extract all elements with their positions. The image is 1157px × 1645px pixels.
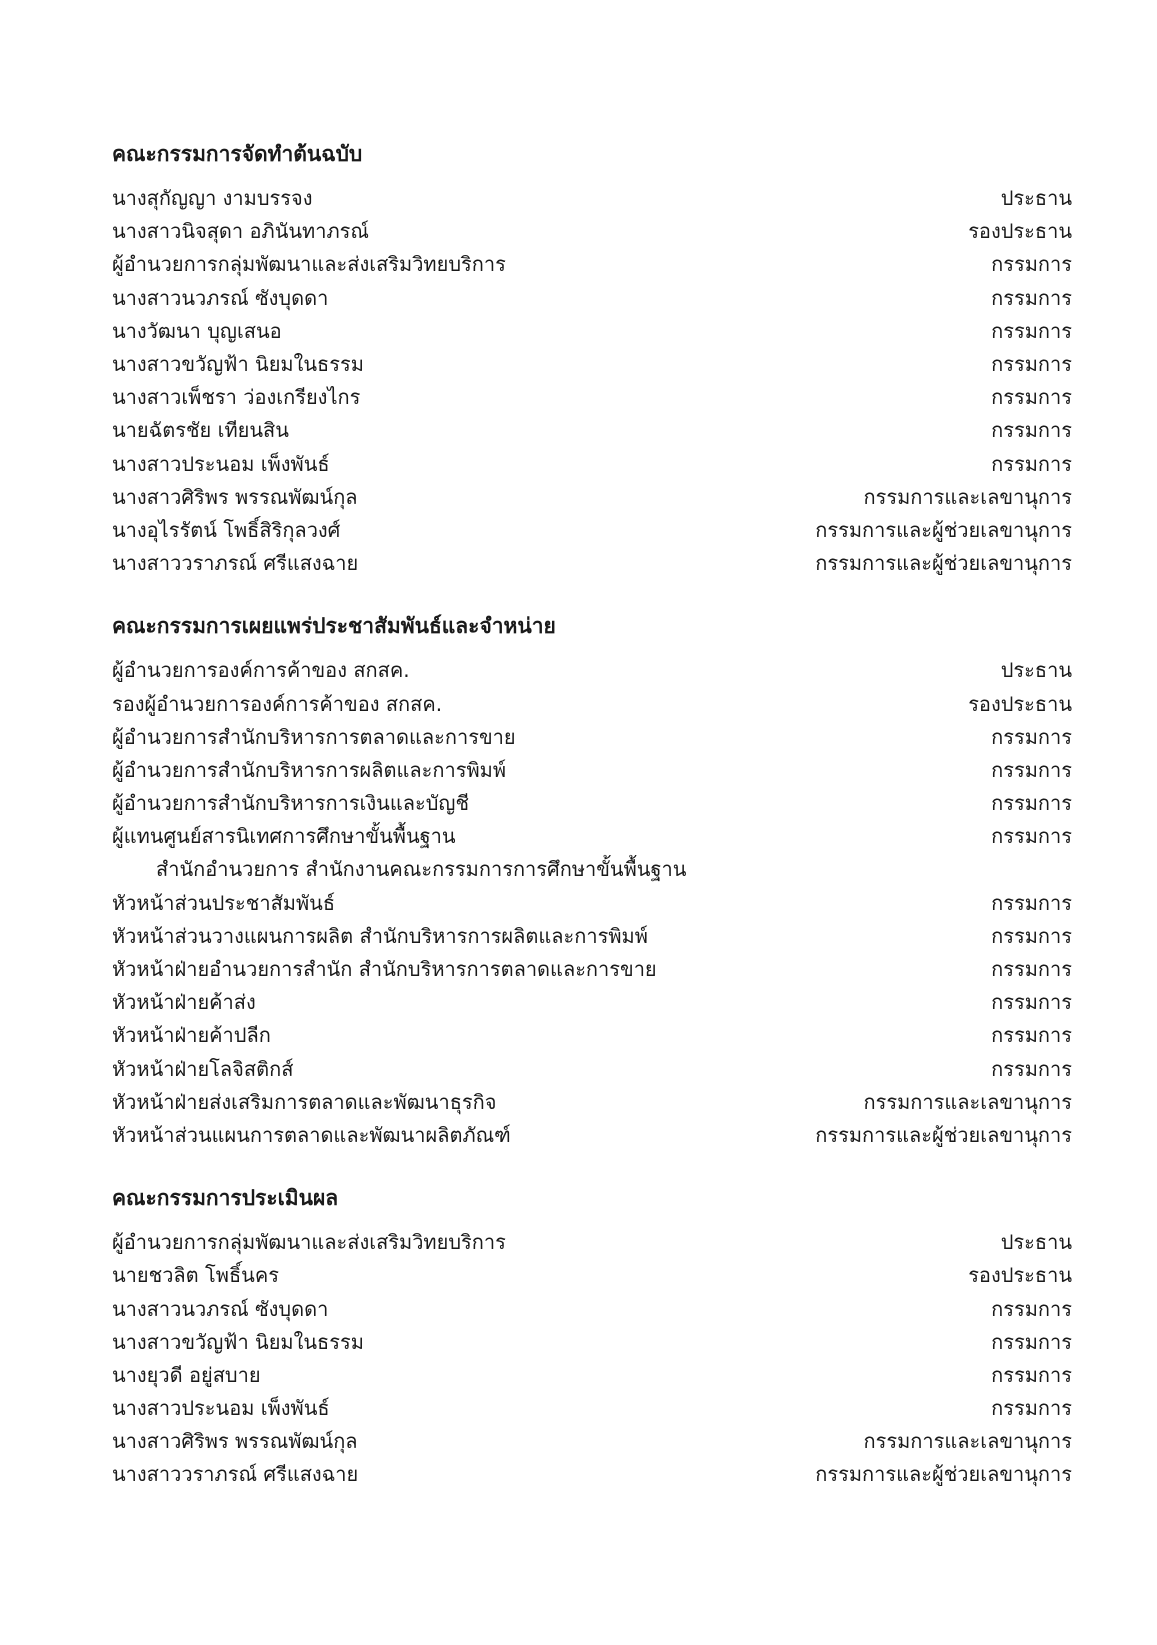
member-name: นางสาววราภรณ์ ศรีแสงฉาย (112, 1462, 359, 1487)
member-name: หัวหน้าฝ่ายส่งเสริมการตลาดและพัฒนาธุรกิจ (112, 1089, 497, 1114)
member-row (112, 754, 1072, 787)
member-role: กรรมการและผู้ช่วยเลขานุการ (815, 517, 1072, 542)
section-title: คณะกรรมการประเมินผล (112, 1186, 339, 1211)
member-row (112, 414, 1072, 447)
member-role: กรรมการ (991, 824, 1072, 849)
member-role: กรรมการ (991, 923, 1072, 948)
member-role: กรรมการ (991, 352, 1072, 377)
member-row (112, 721, 1072, 754)
member-row (112, 920, 1072, 953)
member-role: กรรมการ (991, 285, 1072, 310)
member-role: กรรมการ (991, 724, 1072, 749)
member-row (112, 687, 1072, 720)
member-name: นางสาวนวภรณ์ ซังบุดดา (112, 1296, 329, 1321)
member-role: กรรมการ (991, 318, 1072, 343)
member-role: กรรมการและเลขานุการ (863, 1089, 1072, 1114)
committee-section-publicity (112, 610, 1072, 1152)
member-name: หัวหน้าส่วนประชาสัมพันธ์ (112, 890, 336, 915)
member-role: กรรมการ (991, 1296, 1072, 1321)
member-name: ผู้แทนศูนย์สารนิเทศการศึกษาขั้นพื้นฐาน (112, 824, 456, 849)
member-role: กรรมการและผู้ช่วยเลขานุการ (815, 1462, 1072, 1487)
member-name: นายชวลิต โพธิ์นคร (112, 1263, 279, 1288)
member-row (112, 1119, 1072, 1152)
member-name: นางวัฒนา บุญเสนอ (112, 318, 282, 343)
member-role: รองประธาน (968, 1263, 1072, 1288)
member-row (112, 1359, 1072, 1392)
member-role: กรรมการ (991, 1362, 1072, 1387)
member-role: กรรมการและเลขานุการ (863, 484, 1072, 509)
member-row (112, 1226, 1072, 1259)
member-role: กรรมการ (991, 1329, 1072, 1354)
member-name: หัวหน้าส่วนแผนการตลาดและพัฒนาผลิตภัณฑ์ (112, 1122, 511, 1147)
member-role: กรรมการ (991, 252, 1072, 277)
member-role: ประธาน (1000, 186, 1072, 211)
member-role: กรรมการ (991, 957, 1072, 982)
member-row (112, 1458, 1072, 1491)
member-row (112, 1053, 1072, 1086)
member-role: กรรมการและผู้ช่วยเลขานุการ (815, 551, 1072, 576)
member-row (112, 215, 1072, 248)
member-role: กรรมการและผู้ช่วยเลขานุการ (815, 1122, 1072, 1147)
member-name: นางสาวนวภรณ์ ซังบุดดา (112, 285, 329, 310)
member-row (112, 381, 1072, 414)
member-role: กรรมการ (991, 418, 1072, 443)
member-name: นางสาววราภรณ์ ศรีแสงฉาย (112, 551, 359, 576)
member-row (112, 953, 1072, 986)
section-title: คณะกรรมการเผยแพร่ประชาสัมพันธ์และจำหน่าย (112, 614, 556, 639)
member-role: กรรมการ (991, 757, 1072, 782)
member-role: ประธาน (1000, 1230, 1072, 1255)
member-role: กรรมการ (991, 385, 1072, 410)
member-name: นางสุกัญญา งามบรรจง (112, 186, 313, 211)
member-row (112, 1019, 1072, 1052)
member-role: กรรมการ (991, 1023, 1072, 1048)
member-role: กรรมการ (991, 1056, 1072, 1081)
member-name-continuation: สำนักอำนวยการ สำนักงานคณะกรรมการการศึกษาขั้นพื้นฐาน (156, 857, 687, 882)
member-row (112, 348, 1072, 381)
member-name: หัวหน้าฝ่ายอำนวยการสำนัก สำนักบริหารการตลาดและการขาย (112, 957, 657, 982)
member-role: กรรมการ (991, 890, 1072, 915)
member-name: ผู้อำนวยการกลุ่มพัฒนาและส่งเสริมวิทยบริการ (112, 1230, 506, 1255)
member-row (112, 248, 1072, 281)
member-name: นางสาวเพ็ชรา ว่องเกรียงไกร (112, 385, 361, 410)
member-role: กรรมการ (991, 990, 1072, 1015)
member-row (112, 820, 1072, 853)
member-row (112, 986, 1072, 1019)
member-role: กรรมการ (991, 1396, 1072, 1421)
member-row (112, 182, 1072, 215)
member-name: หัวหน้าฝ่ายค้าปลีก (112, 1023, 271, 1048)
section-title: คณะกรรมการจัดทำต้นฉบับ (112, 142, 363, 166)
member-row (112, 1326, 1072, 1359)
member-name: นางอุไรรัตน์ โพธิ์สิริกุลวงศ์ (112, 517, 341, 542)
member-name: ผู้อำนวยการกลุ่มพัฒนาและส่งเสริมวิทยบริการ (112, 252, 506, 277)
member-role: ประธาน (1000, 658, 1072, 683)
committee-section-evaluation (112, 1182, 1072, 1492)
member-name: นางสาวขวัญฟ้า นิยมในธรรม (112, 1329, 364, 1354)
member-name: หัวหน้าฝ่ายโลจิสติกส์ (112, 1056, 294, 1081)
member-name: ผู้อำนวยการสำนักบริหารการเงินและบัญชี (112, 791, 470, 816)
member-role: รองประธาน (968, 219, 1072, 244)
member-row (112, 547, 1072, 580)
member-name: นางสาวนิจสุดา อภินันทาภรณ์ (112, 219, 369, 244)
member-role: กรรมการและเลขานุการ (863, 1429, 1072, 1454)
member-row (112, 1259, 1072, 1292)
member-name: ผู้อำนวยการองค์การค้าของ สกสค. (112, 658, 410, 683)
member-row (112, 887, 1072, 920)
member-role: รองประธาน (968, 691, 1072, 716)
member-name: นางสาวประนอม เพ็งพันธ์ (112, 451, 330, 476)
member-name: นางสาวศิริพร พรรณพัฒน์กุล (112, 484, 358, 509)
member-row (112, 514, 1072, 547)
member-name: นางสาวศิริพร พรรณพัฒน์กุล (112, 1429, 358, 1454)
member-row (112, 282, 1072, 315)
member-row (112, 481, 1072, 514)
member-row (112, 1292, 1072, 1325)
member-row (112, 1086, 1072, 1119)
member-name: หัวหน้าฝ่ายค้าส่ง (112, 990, 256, 1015)
member-role: กรรมการ (991, 451, 1072, 476)
member-row (112, 315, 1072, 348)
member-name: ผู้อำนวยการสำนักบริหารการตลาดและการขาย (112, 724, 516, 749)
member-row-continuation (112, 853, 1072, 886)
member-role: กรรมการ (991, 791, 1072, 816)
member-name: นางสาวประนอม เพ็งพันธ์ (112, 1396, 330, 1421)
member-row (112, 787, 1072, 820)
committee-section-manuscript (112, 138, 1072, 580)
member-name: หัวหน้าส่วนวางแผนการผลิต สำนักบริหารการผลิตและการพิมพ์ (112, 923, 648, 948)
member-name: ผู้อำนวยการสำนักบริหารการผลิตและการพิมพ์ (112, 757, 507, 782)
member-row (112, 654, 1072, 687)
member-name: นางสาวขวัญฟ้า นิยมในธรรม (112, 352, 364, 377)
member-name: นางยุวดี อยู่สบาย (112, 1362, 261, 1387)
member-name: รองผู้อำนวยการองค์การค้าของ สกสค. (112, 691, 443, 716)
member-row (112, 1392, 1072, 1425)
member-name: นายฉัตรชัย เทียนสิน (112, 418, 289, 443)
document-page (112, 138, 1072, 1522)
member-row (112, 448, 1072, 481)
member-row (112, 1425, 1072, 1458)
